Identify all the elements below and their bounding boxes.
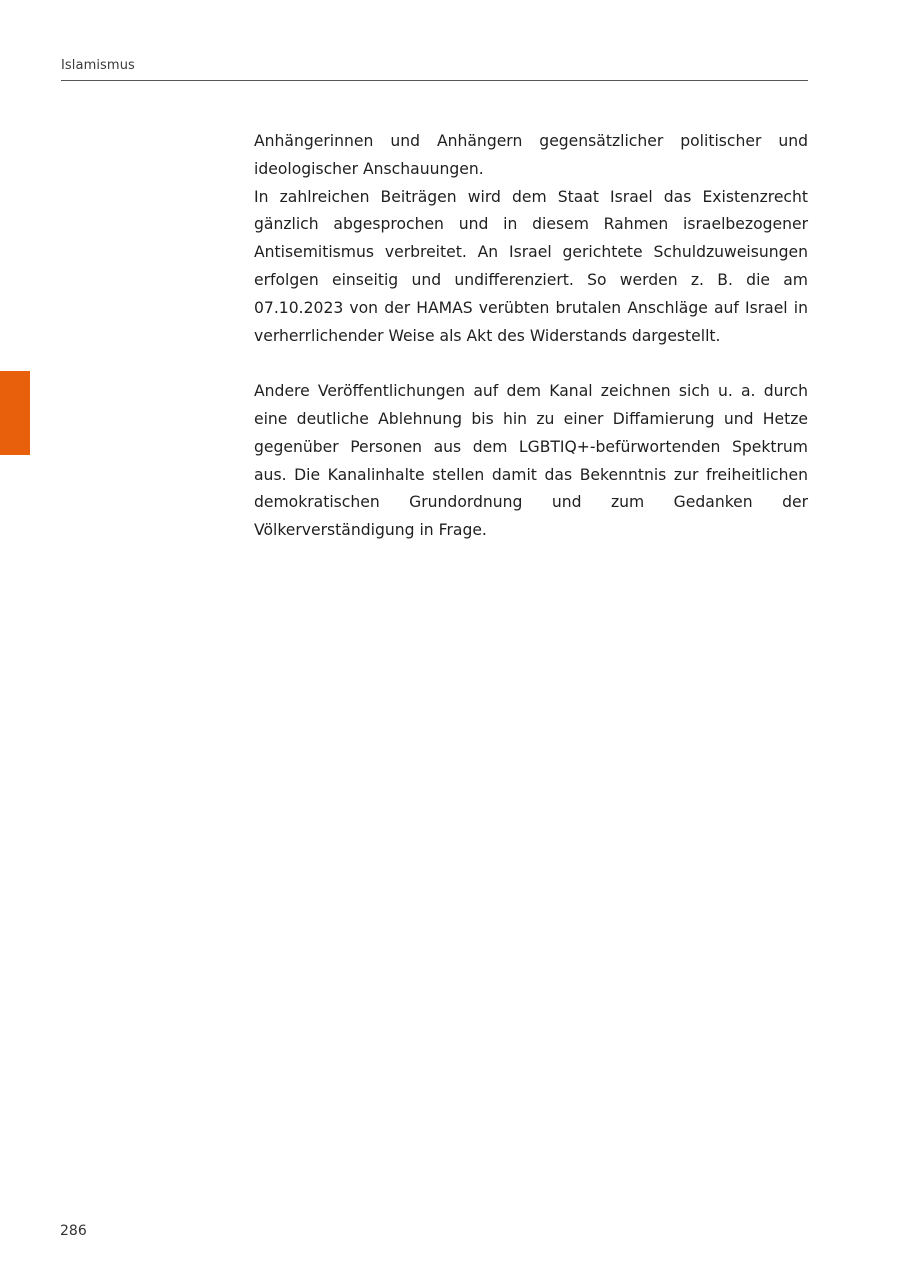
paragraph-israel: In zahlreichen Beiträgen wird dem Staat Israel das Existenzrecht gänzlich abgesprochen und in diesem Rahmen israelbezogener Antisemitismus verbreitet. An Israel gerichtete Schuldzuweisungen erfolgen einseitig und undifferenziert. So werden z. B. die am 07.10.2023 von der HAMAS verübten brutalen Anschläge auf Israel in verherrlichender Weise als Akt des Widerstands dargestellt.	[254, 187, 808, 345]
running-header-title: Islamismus	[61, 58, 135, 73]
paragraph-publications: Andere Veröffentlichungen auf dem Kanal zeichnen sich u. a. durch eine deutliche Ablehnung bis hin zu einer Diffamierung und Hetze gegenüber Personen aus dem LGBTIQ+-befürwortenden Spektrum aus. Die Kanalinhalte stellen damit das Bekenntnis zur freiheitlichen demokratischen Grundordnung und zum Gedanken der Völkerverständigung in Frage.	[254, 382, 808, 540]
section-marker-tab	[0, 371, 30, 455]
body-text	[254, 128, 808, 545]
paragraph-continuation: Anhängerinnen und Anhängern gegensätzlicher politischer und ideologischer Anschauungen.	[254, 132, 808, 178]
page-number: 286	[60, 1223, 87, 1239]
header-divider	[61, 80, 808, 81]
